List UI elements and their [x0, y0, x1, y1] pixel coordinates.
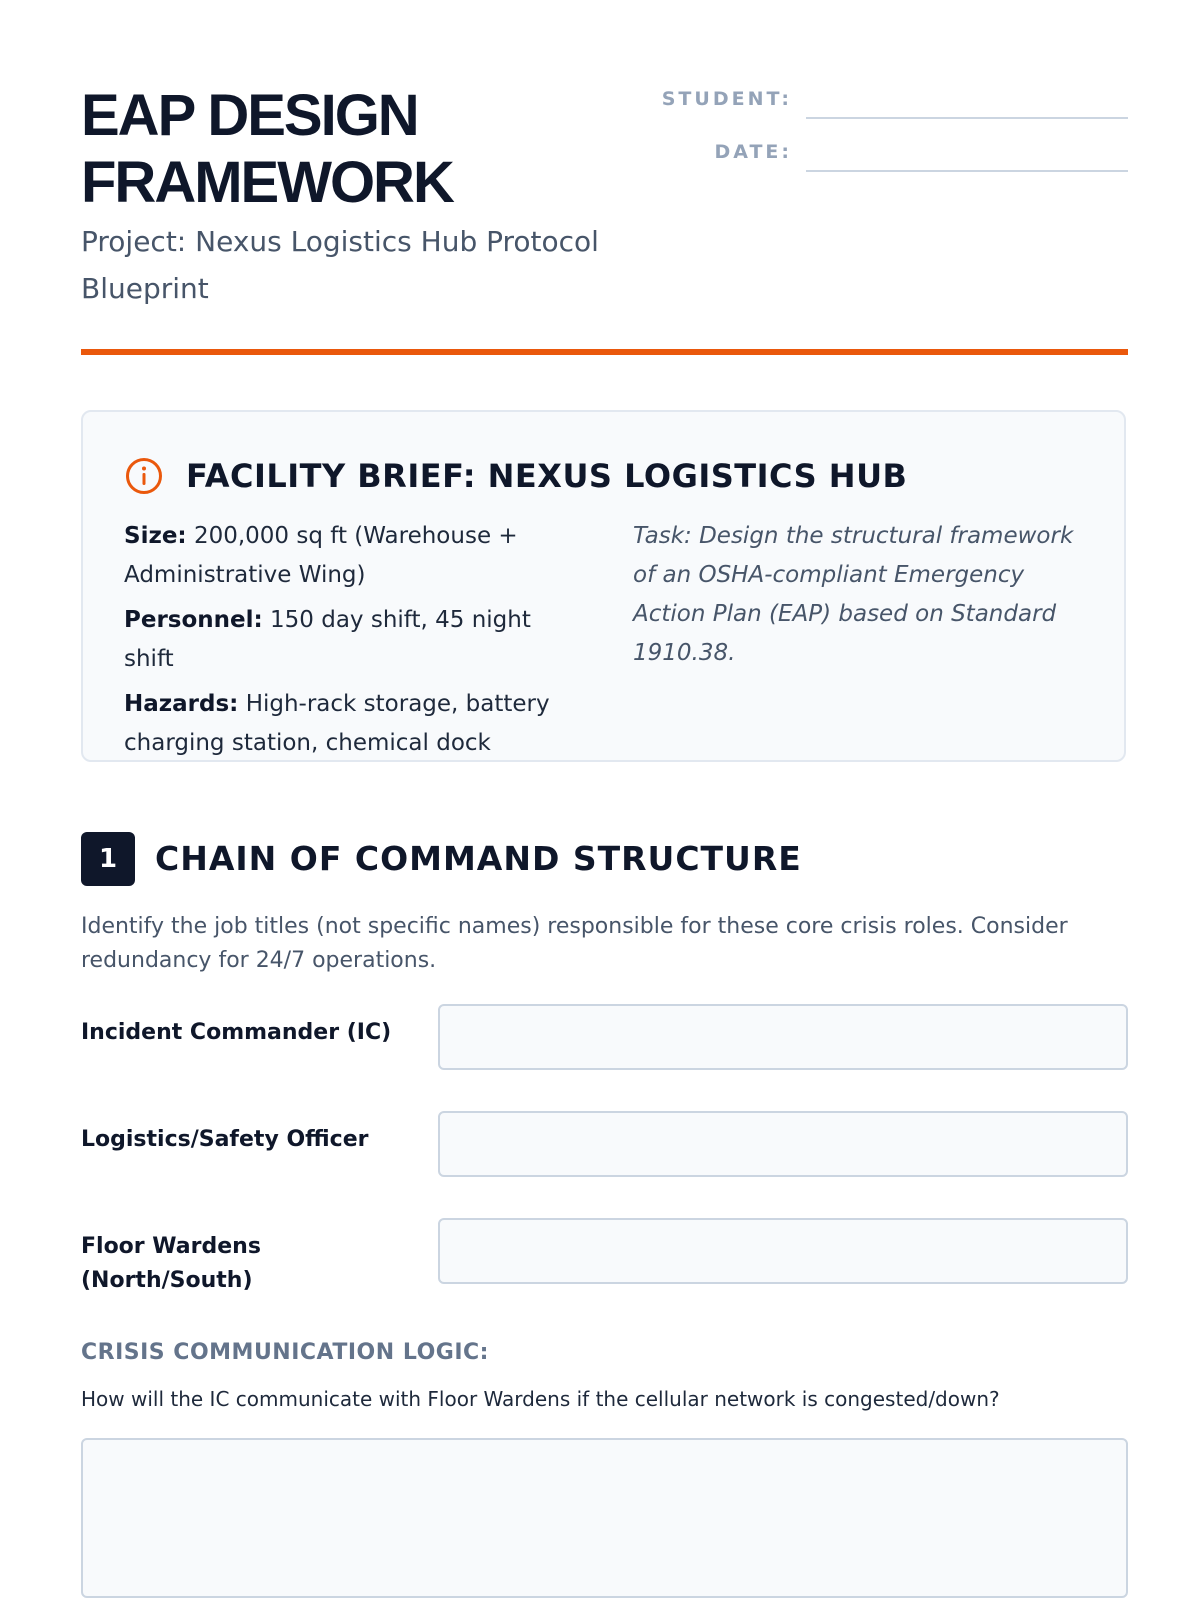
page-title [81, 82, 641, 216]
page-title-line-1: EAP DESIGN [81, 83, 418, 148]
page-title-line-2: FRAMEWORK [81, 150, 453, 215]
page-header [81, 82, 1128, 312]
communication-logic-answer[interactable] [81, 1438, 1128, 1598]
date-label: DATE: [714, 141, 792, 163]
floor-wardens-input[interactable] [438, 1218, 1128, 1284]
personnel-label: Personnel: [124, 607, 263, 633]
section-number-badge: 1 [81, 832, 135, 886]
facility-brief-card [81, 410, 1126, 762]
project-subtitle: Project: Nexus Logistics Hub Protocol Blueprint [81, 225, 599, 305]
task-description: Task: Design the structural framework of an OSHA-compliant Emergency Action Plan (EAP) based on Standard 1910.38. [633, 523, 1074, 666]
facility-brief-title: FACILITY BRIEF: NEXUS LOGISTICS HUB [186, 457, 908, 495]
facility-size [124, 517, 574, 595]
section-description: Identify the job titles (not specific names) responsible for these core crisis roles. Consider redundancy for 24/7 operations. [81, 914, 1068, 973]
hazards-label: Hazards: [124, 691, 239, 717]
role-row-safety-officer [81, 1111, 1128, 1179]
info-icon [124, 456, 164, 496]
role-row-floor-wardens [81, 1218, 1128, 1293]
student-name-line[interactable] [806, 117, 1128, 119]
student-row [658, 82, 1128, 135]
student-label: STUDENT: [661, 88, 792, 110]
section-1-header [81, 832, 1128, 886]
size-value: 200,000 sq ft (Warehouse + Administrative Wing) [124, 523, 518, 588]
hazards-value: High-rack storage, battery charging station, chemical dock [124, 691, 550, 756]
communication-logic-question: How will the IC communicate with Floor Wardens if the cellular network is congested/down? [81, 1387, 1000, 1411]
safety-officer-label: Logistics/Safety Officer [81, 1127, 369, 1152]
date-row [658, 135, 1128, 188]
header-divider [81, 349, 1128, 355]
personnel-value: 150 day shift, 45 night shift [124, 607, 531, 672]
size-label: Size: [124, 523, 187, 549]
facility-hazards [124, 685, 574, 763]
incident-commander-input[interactable] [438, 1004, 1128, 1070]
facility-personnel [124, 601, 574, 679]
facility-details [124, 517, 574, 769]
communication-logic-label: CRISIS COMMUNICATION LOGIC: [81, 1340, 489, 1365]
section-title: CHAIN OF COMMAND STRUCTURE [155, 839, 802, 878]
safety-officer-input[interactable] [438, 1111, 1128, 1177]
date-line[interactable] [806, 170, 1128, 172]
student-meta [658, 82, 1128, 188]
incident-commander-label: Incident Commander (IC) [81, 1020, 392, 1045]
floor-wardens-label: Floor Wardens (North/South) [81, 1234, 261, 1293]
role-row-incident-commander [81, 1004, 1128, 1072]
